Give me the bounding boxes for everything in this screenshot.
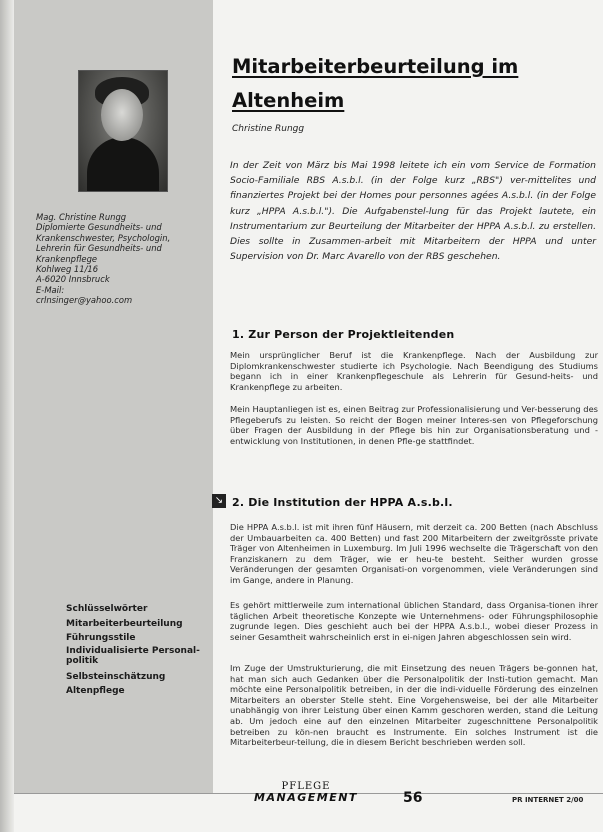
body-paragraph: Mein ursprünglicher Beruf ist die Krankenpflege. Nach der Ausbildung zur Diplomkrankenschwester studierte ich Psychologie. Nach Beendigung des Studiums begann ich in einer Krankenpflegeschule als Lehrerin für Gesund-heits- und Krankenpflege zu arbeiten.: [230, 350, 598, 392]
author-info-line: Lehrerin für Gesundheits- und: [36, 243, 162, 254]
keywords-heading: Schlüsselwörter: [66, 604, 148, 614]
keyword-item: Altenpflege: [66, 686, 125, 696]
article-author: Christine Rungg: [232, 124, 305, 134]
keyword-item: Individualisierte Personal- politik: [66, 645, 200, 666]
author-info: [36, 212, 214, 306]
section-heading: 2. Die Institution der HPPA A.s.b.l.: [232, 496, 453, 509]
keyword-item: Selbsteinschätzung: [66, 671, 166, 682]
author-info-line: Diplomierte Gesundheits- und: [36, 222, 162, 233]
book-spine-shadow: [0, 0, 14, 832]
body-paragraph: Es gehört mittlerweile zum international üblichen Standard, dass Organisa-tionen ihrer täglichen Arbeit theoretische Konzepte wie Unternehmens- oder Führungsphilosophie zugrunde legen. Dies geschieht auch bei der HPPA A.s.b.l., wobei dieser Prozess in seiner Gesamtheit wahrscheinlich erst in ei-nigen Jahren abgeschlossen sein wird.: [230, 600, 598, 642]
author-info-line: E-Mail:: [36, 284, 65, 295]
arrow-icon: ↘: [212, 494, 226, 508]
author-photo: [78, 70, 168, 192]
author-info-line: Mag. Christine Rungg: [36, 212, 127, 222]
body-paragraph: Mein Hauptanliegen ist es, einen Beitrag zur Professionalisierung und Ver-besserung des Pflegeberufs zu leisten. So reicht der Bogen meiner Interes-sen von Pflegeforschung über Fragen der Ausbildung in der Pflege bis hin zur Organisationsberatung und -entwicklung von Institutionen, in denen Pfle-ge stattfindet.: [230, 404, 599, 446]
author-info-line: Kohlweg 11/16: [36, 264, 99, 275]
keywords-list: [66, 602, 200, 699]
keyword-item: Führungsstile: [66, 633, 136, 643]
intro-paragraph: In der Zeit von März bis Mai 1998 leitete ich ein vom Service de Formation Socio-Familiale RBS A.s.b.l. (in der Folge kurz „RBS") ver-mittelites und finanziertes Projekt bei der Homes pour personnes agées A.s.b.l. (in der Folge kurz „HPPA A.s.b.l."). Die Aufgabenstel-lung für das Projekt lautete, ein Instrumentarium zur Beurteilung der Mitarbeiter der HPPA A.s.b.l. zu erstellen. Dies sollte in Zusammen-arbeit mit Mitarbeitern der HPPA und unter Supervision von Dr. Marc Avarello von der RBS geschehen.: [230, 160, 596, 263]
running-head: PR INTERNET 2/00: [512, 796, 584, 804]
page-number: 56: [403, 790, 423, 806]
author-info-line: Krankenschwester, Psychologin,: [36, 232, 171, 243]
magazine-logo: PFLEGE MANAGEMENT: [254, 781, 358, 804]
author-info-line: Krankenpflege: [36, 253, 98, 264]
body-paragraph: Im Zuge der Umstrukturierung, die mit Einsetzung des neuen Trägers be-gonnen hat, hat man sich auch Gedanken über die Personalpolitik der Insti-tution gemacht. Man möchte eine Personalpolitik betreiben, in der die indi-viduelle Förderung des einzelnen Mitarbeiters an oberster Stelle steht. Eine Vorgehensweise, bei der alle Mitarbeiter unabhängig von ihrer Leistung über einen Kamm geschoren werden, stand die Leitung ab. Um jedoch eine auf den einzelnen Mitarbeiter zugeschnittene Personalpolitik betreiben zu kön-nen braucht es Instrumente. Ein solches Instrument ist die Mitarbeiterbeur-teilung, die in diesem Bericht beschrieben werden soll.: [230, 663, 598, 748]
keyword-item: Mitarbeiterbeurteilung: [66, 618, 183, 629]
section-heading: 1. Zur Person der Projektleitenden: [232, 328, 455, 341]
author-info-line: A-6020 Innsbruck: [36, 274, 110, 285]
body-paragraph: Die HPPA A.s.b.l. ist mit ihren fünf Häusern, mit derzeit ca. 200 Betten (nach Abschluss der Umbauarbeiten ca. 400 Betten) und fast 200 Mitarbeitern der zweitgrösste private Träger von Altenheimen in Luxemburg. Im Juli 1996 wechselte die Trägerschaft von den Franziskanern zu dem Träger, wie er heu-te besteht. Seither wurden grosse Veränderungen der gesamten Organisati-on vorgenommen, viele Veränderungen sind im Gange, andere in Planung.: [230, 522, 598, 585]
article-title: Mitarbeiterbeurteilung im Altenheim: [232, 55, 519, 112]
author-email[interactable]: crlnsinger@yahoo.com: [36, 295, 133, 306]
